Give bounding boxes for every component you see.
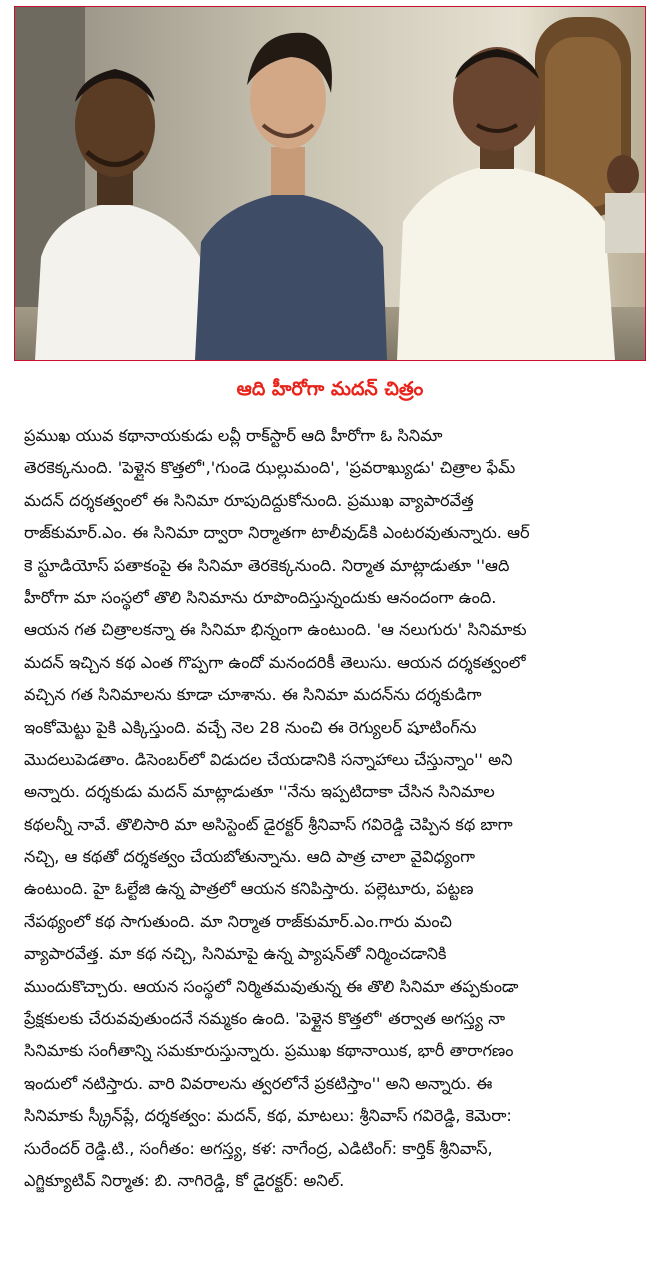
article-line: రాజ్‌కుమార్.ఎం. ఈ సినిమా ద్వారా నిర్మాతగా టాలీవుడ్‌కి ఎంటరవుతున్నారు. ఆర్	[24, 523, 530, 543]
article-line: వ్యాపారవేత్త. మా కథ నచ్చి, సినిమాపై ఉన్న ప్యాషన్‌తో నిర్మించడానికి	[24, 944, 447, 964]
article-line: నేపథ్యంలో కథ సాగుతుంది. మా నిర్మాత రాజ్‌కుమార్.ఎం.గారు మంచి	[24, 911, 452, 931]
article-line: మదన్ దర్శకత్వంలో ఈ సినిమా రూపుదిద్దుకోనుంది. ప్రముఖ వ్యాపారవేత్త	[24, 490, 474, 510]
article-line: నచ్చి, ఆ కథతో దర్శకత్వం చేయబోతున్నాను. ఆది పాత్ర చాలా వైవిధ్యంగా	[24, 847, 476, 867]
article-line: తెరకెక్కనుంది. 'పెళ్లైన కొత్తలో','గుండె ఝల్లుమంది', 'ప్రవరాఖ్యుడు' చిత్రాల ఫేమ్	[24, 458, 516, 478]
article-line: సురేందర్ రెడ్డి.టి., సంగీతం: అగస్త్య, కళ: నాగేంద్ర, ఎడిటింగ్: కార్తిక్ శ్రీనివాస్,	[24, 1138, 493, 1158]
photo-three-men-illustration	[15, 7, 645, 360]
article-line: అన్నారు. దర్శకుడు మదన్ మాట్లాడుతూ ''నేను ఇప్పటిదాకా చేసిన సినిమాల	[24, 782, 495, 802]
article-line: ఇందులో నటిస్తారు. వారి వివరాలను త్వరలోనే ప్రకటిస్తాం'' అని అన్నారు. ఈ	[24, 1073, 493, 1093]
article-line: ఇంకోమెట్టు పైకి ఎక్కిస్తుంది. వచ్చే నెల 28 నుంచి ఈ రెగ్యులర్ షూటింగ్‌ను	[24, 717, 477, 737]
article-line: ఎగ్జిక్యూటివ్ నిర్మాత: బి. నాగిరెడ్డి, కో డైరక్టర్: అనిల్.	[24, 1170, 345, 1190]
article-line: కథలన్నీ నావే. తొలిసారి మా అసిస్టెంట్ డైరక్టర్ శ్రీనివాస్ గవిరెడ్డి చెప్పిన కథ బాగా	[24, 814, 513, 834]
article-line: వచ్చిన గత సినిమాలను కూడా చూశాను. ఈ సినిమా మదన్‌ను దర్శకుడిగా	[24, 685, 482, 705]
article-line: హీరోగా మా సంస్థలో తొలి సినిమాను రూపొందిస్తున్నందుకు ఆనందంగా ఉంది.	[24, 587, 497, 607]
article-line: ఆయన గత చిత్రాలకన్నా ఈ సినిమా భిన్నంగా ఉంటుంది. 'ఆ నలుగురు' సినిమాకు	[24, 620, 527, 640]
article-line: ప్రముఖ యువ కథానాయకుడు లవ్లీ రాక్‌స్టార్ ఆది హీరోగా ఓ సినిమా	[24, 426, 443, 445]
article-line: ఉంటుంది. హై ఓల్టేజి ఉన్న పాత్రలో ఆయన కనిపిస్తారు. పల్లెటూరు, పట్టణ	[24, 879, 474, 899]
article-line: మొదలుపెడతాం. డిసెంబర్‌లో విడుదల చేయడానికి సన్నాహాలు చేస్తున్నాం'' అని	[24, 749, 513, 769]
article-body	[24, 420, 638, 1197]
news-photo	[14, 6, 646, 361]
article-line: మదన్ ఇచ్చిన కథ ఎంత గొప్పగా ఉందో మనందరికీ తెలుసు. ఆయన దర్శకత్వంలో	[24, 652, 526, 672]
headline: ఆది హీరోగా మదన్ చిత్రం	[236, 378, 424, 400]
article-line: సినిమాకు సంగీతాన్ని సమకూరుస్తున్నారు. ప్రముఖ కథానాయిక, భారీ తారాగణం	[24, 1041, 514, 1061]
article-line: కె స్టూడియోస్ పతాకంపై ఈ సినిమా తెరకెక్కనుంది. నిర్మాత మాట్లాడుతూ ''ఆది	[24, 555, 510, 575]
article-line: సినిమాకు స్క్రీన్‌ప్లే, దర్శకత్వం: మదన్, కథ, మాటలు: శ్రీనివాస్ గవిరెడ్డి, కెమెరా:	[24, 1106, 512, 1126]
article-line: ముందుకొచ్చారు. ఆయన సంస్థలో నిర్మితమవుతున్న ఈ తొలి సినిమా తప్పకుండా	[24, 976, 519, 996]
article-line: ప్రేక్షకులకు చేరువవుతుందనే నమ్మకం ఉంది. 'పెళ్లైన కొత్తలో' తర్వాత అగస్త్య నా	[24, 1009, 506, 1029]
